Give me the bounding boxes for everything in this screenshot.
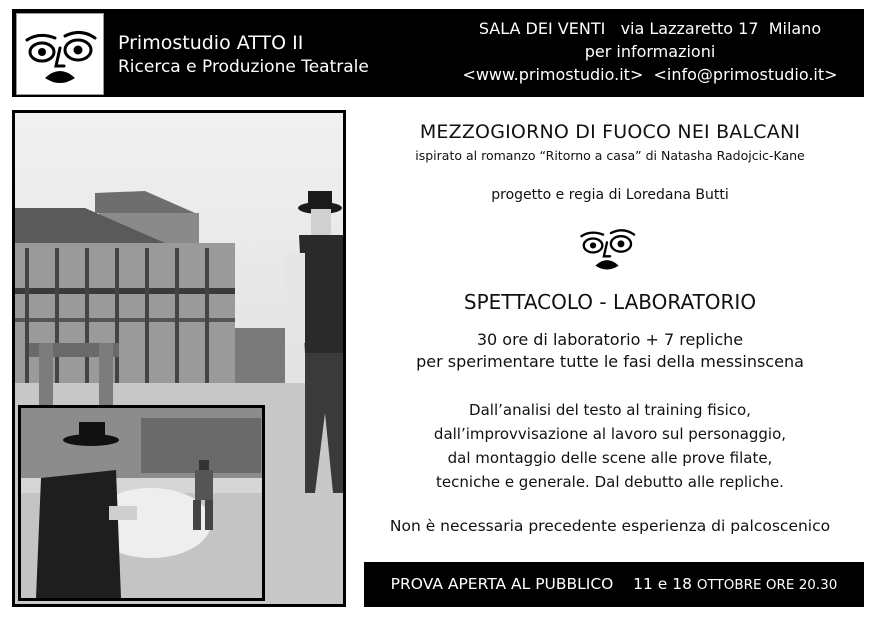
event-time: OTTOBRE ORE 20.30	[696, 577, 838, 593]
brand-title: Primostudio ATTO II	[118, 32, 304, 54]
venue-address: SALA DEI VENTI via Lazzaretto 17 Milano	[478, 19, 822, 38]
experience-note: Non è necessaria precedente esperienza di palcoscenico	[389, 517, 831, 535]
description-line: dall’improvvisazione al lavoro sul personaggio,	[433, 425, 787, 443]
header-banner	[12, 9, 864, 97]
venue-info	[442, 17, 858, 86]
hours-line: per sperimentare tutte le fasi della messinscena	[416, 352, 804, 371]
open-rehearsal-label: PROVA APERTA AL PUBBLICO	[390, 575, 614, 593]
brand-subtitle: Ricerca e Produzione Teatrale	[118, 57, 369, 77]
show-type: SPETTACOLO - LABORATORIO	[463, 290, 757, 314]
theatre-mask-icon	[572, 216, 642, 278]
hours-line: 30 ore di laboratorio + 7 repliche	[476, 330, 744, 349]
venue-info-label: per informazioni	[584, 42, 716, 61]
description	[360, 398, 860, 494]
show-title: MEZZOGIORNO DI FUOCO NEI BALCANI	[419, 121, 801, 143]
show-subtitle: ispirato al romanzo “Ritorno a casa” di Natasha Radojcic-Kane	[415, 148, 805, 163]
event-dates: 11 e 18	[633, 575, 692, 593]
duel-inset-photo	[18, 405, 265, 601]
brand-block	[118, 31, 369, 79]
description-line: Dall’analisi del testo al training fisico,	[469, 401, 751, 419]
open-rehearsal-banner	[364, 562, 864, 607]
director-credit: progetto e regia di Loredana Butti	[491, 187, 729, 203]
theatre-mask-icon	[16, 13, 104, 95]
description-line: tecniche e generale. Dal debutto alle repliche.	[436, 473, 784, 491]
venue-contacts[interactable]: <www.primostudio.it> <info@primostudio.it>	[462, 65, 838, 84]
description-line: dal montaggio delle scene alle prove filate,	[447, 449, 773, 467]
hours-info	[360, 329, 860, 373]
